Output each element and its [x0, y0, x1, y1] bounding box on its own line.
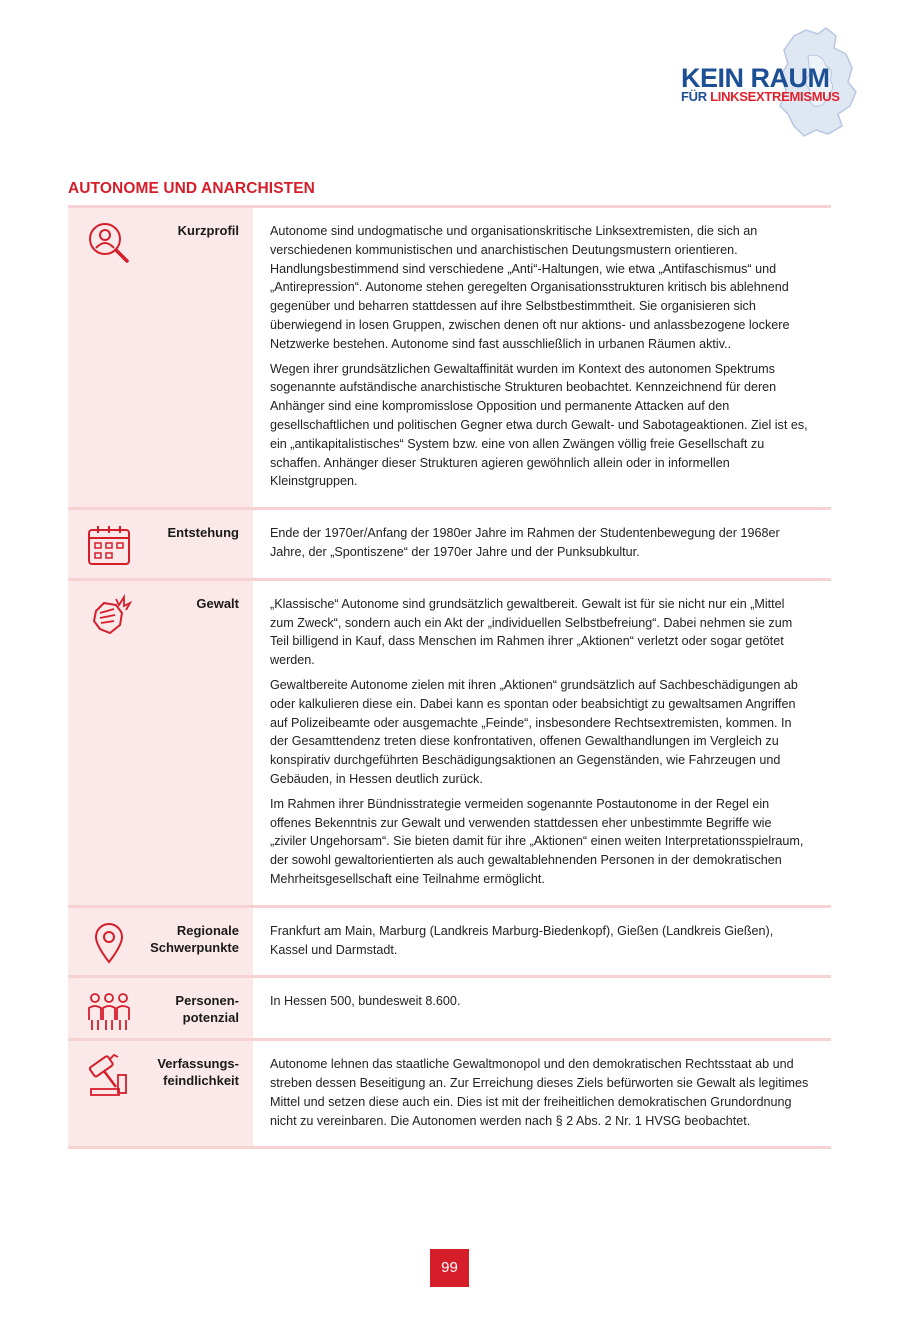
calendar-icon [86, 522, 132, 568]
row-label: Kurzprofil [177, 223, 239, 238]
row-verfassungsfeindlichkeit [68, 1038, 831, 1149]
row-entstehung [68, 507, 831, 578]
paragraph: „Klassische“ Autonome sind grundsätzlich gewaltbereit. Gewalt ist für sie nicht nur ein „Mittel zum Zweck“, sondern auch ein Akt der „individuellen Selbstbefreiung“. Dabei nehmen sie zum Teil billigend in Kauf, dass Menschen im Rahmen ihrer „Aktionen“ verletzt oder sogar getötet werden. [270, 596, 793, 668]
row-label: Entstehung [167, 525, 239, 541]
row-content-cell [253, 1041, 831, 1146]
gavel-icon [86, 1053, 132, 1099]
row-label: Gewalt [196, 595, 239, 611]
logo-subtitle-part2: LINKSEXTREMISMUS [710, 89, 840, 104]
row-label-cell [68, 1041, 253, 1146]
fist-icon [86, 593, 132, 639]
row-label: Regionale Schwerpunkte [150, 922, 239, 955]
row-content-cell [253, 581, 831, 905]
person-search-icon [86, 220, 132, 266]
row-gewalt [68, 578, 831, 905]
profile-table [68, 205, 831, 1149]
paragraph: In Hessen 500, bundesweit 8.600. [270, 994, 461, 1009]
paragraph: Ende der 1970er/Anfang der 1980er Jahre im Rahmen der Studentenbewegung der 1968er Jahre, der „Spontiszene“ der 1970er Jahre und der Punksubkultur. [270, 526, 780, 559]
row-label: Personen- potenzial [175, 993, 239, 1026]
row-label-cell [68, 908, 253, 976]
page-number: 99 [430, 1249, 469, 1287]
row-label-cell [68, 208, 253, 507]
row-content-cell [253, 510, 831, 578]
location-pin-icon [86, 920, 132, 966]
paragraph: Autonome lehnen das staatliche Gewaltmonopol und den demokratischen Rechtsstaat ab und streben dessen Beseitigung an. Zur Erreichung dieses Ziels befürworten sie Gewalt als legitimes Mittel und setzen diese auch ein. Dies ist mit der freiheitlichen demokratischen Grundordnung nicht zu vereinbaren. Die Autonomen werden nach § 2 Abs. 2 Nr. 1 HVSG beobachtet. [270, 1057, 809, 1128]
row-regionale-schwerpunkte [68, 905, 831, 976]
paragraph: Autonome sind undogmatische und organisationskritische Linksextremisten, die sich an verschiedenen kommunistischen und anarchistischen Deutungsmustern orientieren. Handlungsbestimmend sind verschiedene „Anti“-Haltungen, wie etwa „Antifaschismus“ und „Antirepression“. Autonome stehen geregelten Organisationsstrukturen kritisch bis ablehnend gegenüber und beharren stattdessen auf ihre Selbstbestimmtheit. Sie organisieren sich überwiegend in losen Gruppen, zwischen denen oft nur aktions- und anlassbezogene lockere Netzwerke bestehen. Autonome sind fast ausschließlich in urbanen Räumen aktiv.. [270, 224, 790, 351]
row-content-cell [253, 908, 831, 976]
logo-subtitle [681, 90, 840, 104]
row-label-cell [68, 581, 253, 905]
paragraph: Im Rahmen ihrer Bündnisstrategie vermeiden sogenannte Postautonome in der Regel ein offenes Bekenntnis zur Gewalt und verwenden stattdessen eher unbestimmte Begriffe wie „ziviler Ungehorsam“. Sie bieten damit für ihre „Aktionen“ einen weiten Interpretationsspielraum, der sowohl gewaltorientierten als auch gewaltablehnenden Personen in der demokratischen Mehrheitsgesellschaft eine Teilnahme ermöglicht. [270, 796, 804, 886]
section-title: AUTONOME UND ANARCHISTEN [68, 180, 315, 197]
row-content-cell [253, 208, 831, 507]
people-group-icon [86, 990, 132, 1036]
row-label-cell [68, 978, 253, 1038]
logo-title: KEIN RAUM [681, 63, 830, 93]
row-content-cell [253, 978, 831, 1038]
row-label-cell [68, 510, 253, 578]
paragraph: Frankfurt am Main, Marburg (Landkreis Marburg-Biedenkopf), Gießen (Landkreis Gießen), Kassel und Darmstadt. [270, 923, 774, 957]
row-kurzprofil [68, 205, 831, 507]
row-personenpotenzial [68, 975, 831, 1038]
paragraph: Gewaltbereite Autonome zielen mit ihren „Aktionen“ grundsätzlich auf Sachbeschädigungen ab oder kalkulieren diese ein. Dabei kann es spontan oder beabsichtigt zu gewaltsamen Angriffen auf Polizeibeamte oder ausgemachte „Feinde“, insbesondere Rechtsextremisten, kommen. In der Gesamttendenz treten diese konfrontativen, offenen Gewalthandlungen im Vergleich zu konspirativ durchgeführten Beschädigungsaktionen an Gegenständen, wie Fahrzeugen und Gebäuden, in Hessen deutlich zurück. [270, 677, 798, 786]
paragraph: Wegen ihrer grundsätzlichen Gewaltaffinität wurden im Kontext des autonomen Spektrums sogenannte aufständische anarchistische Strukturen beobachtet. Kennzeichnend für deren Anhänger sind eine kompromisslose Opposition und permanente Attacken auf den gesellschaftlichen und politischen Gegner etwa durch Gewalt- und Sabotageaktionen. Ziel ist es, ein „antikapitalistisches“ System bzw. eine von allen Zwängen völlig freie Gesellschaft zu schaffen. Anhänger dieser Strukturen agieren gewöhnlich allein oder in informellen Kleinstgruppen. [270, 361, 808, 489]
logo-subtitle-part1: FÜR [681, 89, 707, 104]
logo [676, 26, 866, 138]
row-label: Verfassungs- feindlichkeit [157, 1056, 239, 1089]
